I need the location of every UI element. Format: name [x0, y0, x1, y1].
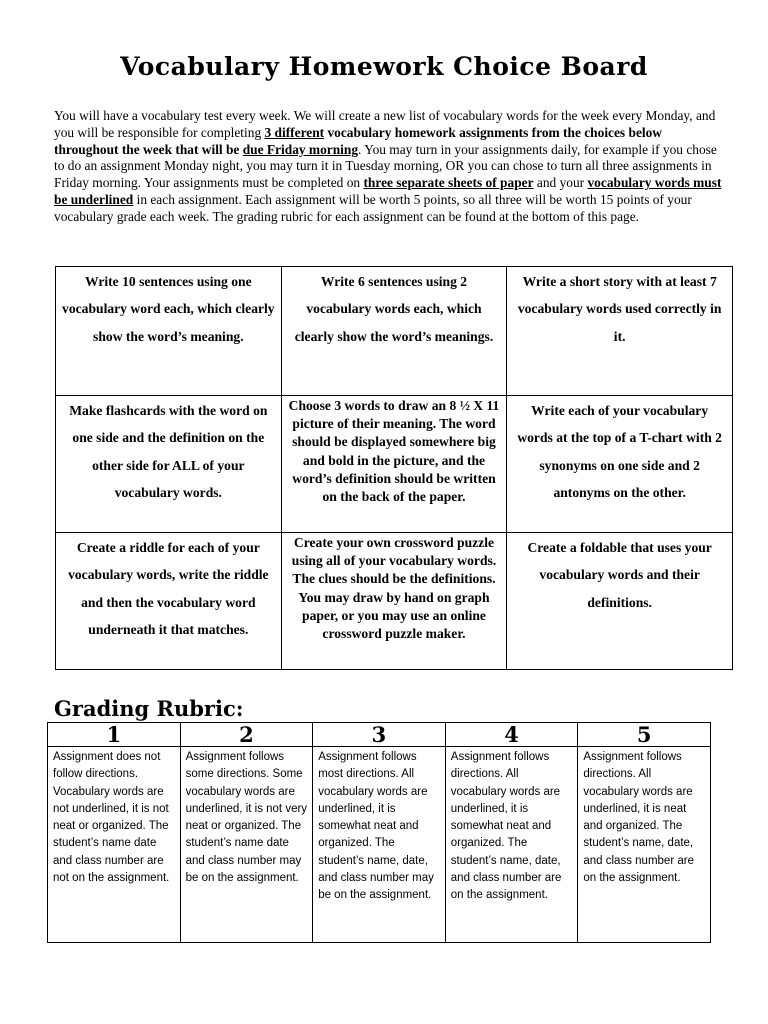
- choice-cell: Write a short story with at least 7 vocabulary words used correctly in it.: [507, 267, 733, 396]
- choice-cell: Write 10 sentences using one vocabulary word each, which clearly show the word’s meaning.: [56, 267, 282, 396]
- rubric-header-row: [48, 723, 711, 747]
- instructions-text: in each assignment. Each assignment will be worth 5 points, so all three will be worth 15 points of your vocabulary grade each week. The grading rubric for each assignment can be found at the bottom of this page.: [54, 191, 692, 224]
- choice-cell: Make flashcards with the word on one side and the definition on the other side for ALL of your vocabulary words.: [56, 396, 282, 533]
- choice-cell: Create a riddle for each of your vocabulary words, write the riddle and then the vocabulary word underneath it that matches.: [56, 533, 282, 670]
- choice-cell: Create a foldable that uses your vocabulary words and their definitions.: [507, 533, 733, 670]
- instructions-text: and your: [533, 175, 588, 191]
- instructions-text: vocabulary homework assignments from the choices below throughout the week that will be: [54, 124, 662, 157]
- rubric-description: Assignment follows directions. All vocabulary words are underlined, it is somewhat neat and organized. The student’s name, date, and class number are on the assignment.: [445, 747, 578, 943]
- choice-row: [56, 267, 733, 396]
- choice-board: [55, 266, 733, 670]
- grading-rubric: [47, 722, 711, 943]
- rubric-description: Assignment does not follow directions. Vocabulary words are not underlined, it is not neat or organized. The student’s name date and class number are not on the assignment.: [48, 747, 181, 943]
- choice-cell: Create your own crossword puzzle using all of your vocabulary words. The clues should be the definitions. You may draw by hand on graph paper, or you may use an online crossword puzzle maker.: [281, 533, 507, 670]
- page-title: Vocabulary Homework Choice Board: [120, 52, 648, 81]
- instructions-paragraph: [54, 108, 722, 226]
- choice-cell: Write each of your vocabulary words at the top of a T-chart with 2 synonyms on one side and 2 antonyms on the other.: [507, 396, 733, 533]
- rubric-score: 5: [578, 723, 711, 747]
- rubric-description: Assignment follows most directions. All vocabulary words are underlined, it is somewhat neat and organized. The student’s name, date, and class number may be on the assignment.: [313, 747, 446, 943]
- choice-row: [56, 396, 733, 533]
- rubric-score: 2: [180, 723, 313, 747]
- rubric-score: 1: [48, 723, 181, 747]
- rubric-description: Assignment follows some directions. Some vocabulary words are underlined, it is not very neat or organized. The student’s name date and class number may be on the assignment.: [180, 747, 313, 943]
- rubric-score: 3: [313, 723, 446, 747]
- instructions-emphasis: due Friday morning: [242, 141, 359, 157]
- instructions-text: . You may turn in your assignments daily, for example if you chose to do an assignment Monday night, you may turn it in Tuesday morning, OR you can chose to turn all three assignments in Friday morning. Your assignments must be completed on: [54, 141, 717, 191]
- instructions-emphasis: vocabulary words must be underlined: [54, 175, 722, 207]
- instructions-emphasis: 3 different: [264, 124, 325, 140]
- instructions-emphasis: three separate sheets of paper: [363, 175, 534, 191]
- choice-cell: Choose 3 words to draw an 8 ½ X 11 picture of their meaning. The word should be displayed somewhere big and bold in the picture, and the word’s definition should be written on the back of the paper.: [281, 396, 507, 533]
- choice-cell: Write 6 sentences using 2 vocabulary words each, which clearly show the word’s meanings.: [281, 267, 507, 396]
- rubric-description-row: [48, 747, 711, 943]
- choice-row: [56, 533, 733, 670]
- rubric-description: Assignment follows directions. All vocabulary words are underlined, it is neat and organized. The student’s name, date, and class number are on the assignment.: [578, 747, 711, 943]
- instructions-text: You will have a vocabulary test every week. We will create a new list of vocabulary words for the week every Monday, and you will be responsible for completing: [54, 108, 716, 140]
- rubric-title: Grading Rubric:: [54, 696, 244, 721]
- rubric-score: 4: [445, 723, 578, 747]
